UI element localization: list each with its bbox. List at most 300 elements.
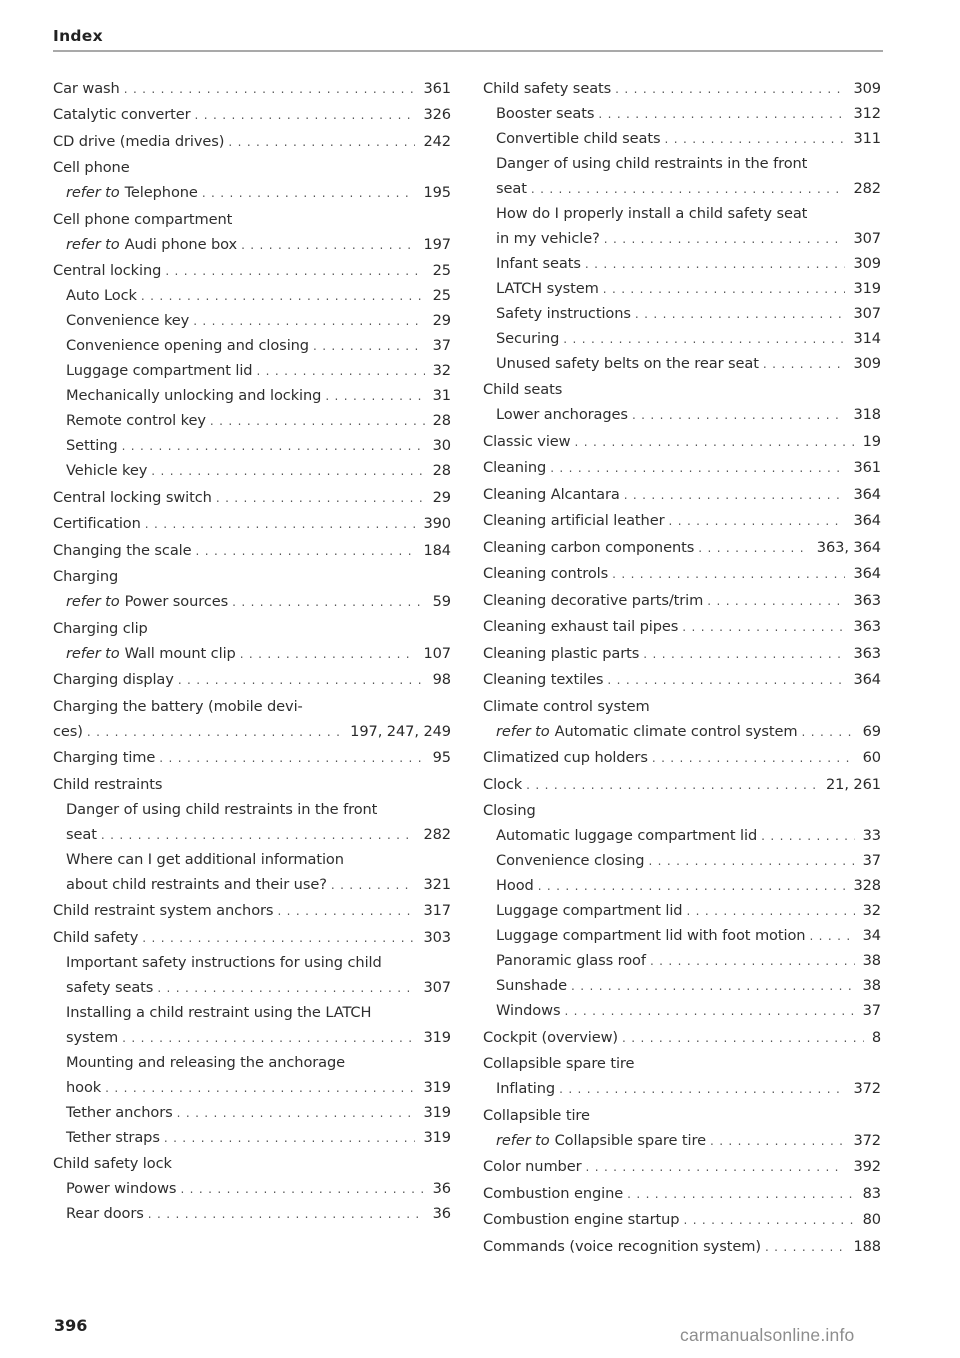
entry-term bbox=[483, 641, 639, 666]
index-subentry bbox=[53, 1125, 451, 1150]
entry-term bbox=[496, 151, 807, 176]
entry-text: Clock bbox=[483, 775, 523, 793]
entry-term bbox=[53, 76, 120, 101]
entry-term bbox=[496, 301, 631, 326]
page-reference[interactable]: 32 bbox=[432, 362, 451, 379]
dot-leader bbox=[193, 309, 424, 334]
dot-leader bbox=[228, 130, 415, 155]
entry-term bbox=[496, 873, 534, 898]
page-reference[interactable]: 197, 247, 249 bbox=[350, 722, 451, 740]
dot-leader bbox=[196, 539, 416, 564]
index-entry bbox=[483, 455, 881, 480]
index-entry bbox=[53, 745, 451, 770]
page-reference[interactable]: 312 bbox=[853, 104, 881, 122]
index-subentry bbox=[53, 283, 451, 308]
entry-text: Child restraint system anchors bbox=[53, 902, 274, 919]
index-line bbox=[483, 535, 881, 560]
index-line bbox=[483, 588, 881, 613]
dot-leader bbox=[124, 77, 416, 102]
entry-text: Cell phone compartment bbox=[53, 210, 233, 228]
entry-text: Cleaning Alcantara bbox=[483, 485, 620, 503]
cross-reference-label: refer to bbox=[66, 644, 120, 662]
index-line bbox=[53, 1201, 451, 1226]
page-reference[interactable]: 328 bbox=[853, 877, 881, 894]
dot-leader bbox=[142, 926, 415, 951]
entry-term bbox=[483, 377, 562, 402]
index-line bbox=[53, 872, 451, 897]
page-reference[interactable]: 184 bbox=[423, 541, 451, 559]
index-subentry bbox=[53, 308, 451, 333]
index-entry bbox=[53, 76, 451, 101]
page-reference[interactable]: 361 bbox=[423, 79, 451, 97]
index-line bbox=[53, 589, 451, 614]
entry-text: Combustion engine startup bbox=[483, 1211, 680, 1228]
page-reference[interactable]: 309 bbox=[853, 254, 881, 272]
index-subentry bbox=[483, 848, 881, 873]
entry-text: Child safety bbox=[53, 928, 139, 946]
index-line bbox=[53, 745, 451, 770]
page-reference[interactable]: 80 bbox=[862, 1211, 881, 1228]
entry-text: How do I properly install a child safety seat bbox=[496, 204, 808, 222]
page-reference[interactable]: 319 bbox=[853, 279, 881, 297]
entry-text: Safety instructions bbox=[496, 304, 631, 322]
index-entry bbox=[53, 207, 451, 232]
index-entry bbox=[53, 898, 451, 923]
page-reference[interactable]: 303 bbox=[423, 928, 451, 946]
index-line bbox=[483, 351, 881, 376]
index-subentry bbox=[53, 1201, 451, 1226]
index-subentry bbox=[53, 1050, 451, 1100]
index-line bbox=[53, 1075, 451, 1100]
dot-leader bbox=[615, 77, 845, 102]
index-subentry bbox=[483, 823, 881, 848]
page-reference[interactable]: 69 bbox=[862, 722, 881, 740]
entry-term bbox=[496, 326, 559, 351]
page-reference[interactable]: 98 bbox=[432, 671, 451, 688]
index-line bbox=[53, 797, 451, 822]
page-reference[interactable]: 319 bbox=[423, 1128, 451, 1146]
dot-leader bbox=[241, 233, 415, 258]
index-line bbox=[53, 511, 451, 536]
entry-term bbox=[53, 129, 224, 154]
index-subentry bbox=[483, 276, 881, 301]
page-reference[interactable]: 197 bbox=[423, 235, 451, 253]
index-line bbox=[53, 975, 451, 1000]
dot-leader bbox=[550, 456, 845, 481]
entry-text: seat bbox=[66, 825, 97, 843]
entry-text: Mechanically unlocking and locking bbox=[66, 387, 322, 404]
entry-term bbox=[496, 848, 644, 873]
index-line bbox=[53, 383, 451, 408]
entry-term bbox=[66, 1075, 101, 1100]
dot-leader bbox=[178, 668, 425, 693]
entry-term bbox=[483, 1181, 623, 1206]
page-reference[interactable]: 282 bbox=[423, 825, 451, 843]
entry-term bbox=[483, 588, 703, 613]
entry-term bbox=[53, 616, 148, 641]
index-line bbox=[53, 358, 451, 383]
dot-leader bbox=[648, 849, 854, 874]
entry-text: Unused safety belts on the rear seat bbox=[496, 354, 759, 372]
page-reference[interactable]: 36 bbox=[432, 1205, 451, 1222]
index-line bbox=[53, 258, 451, 283]
index-line bbox=[483, 151, 881, 176]
page-reference[interactable]: 34 bbox=[862, 927, 881, 944]
index-subentry bbox=[53, 333, 451, 358]
entry-term bbox=[66, 1050, 345, 1075]
index-entry bbox=[483, 1181, 881, 1206]
dot-leader bbox=[256, 359, 424, 384]
dot-leader bbox=[232, 590, 425, 615]
page-reference[interactable]: 307 bbox=[423, 978, 451, 996]
index-entry bbox=[483, 694, 881, 719]
index-line bbox=[53, 1025, 451, 1050]
index-subentry bbox=[53, 641, 451, 666]
index-subentry bbox=[483, 351, 881, 376]
index-entry bbox=[483, 772, 881, 797]
dot-leader bbox=[531, 177, 846, 202]
page-reference[interactable]: 195 bbox=[423, 184, 451, 201]
entry-text: Cell phone bbox=[53, 159, 130, 176]
entry-term bbox=[66, 232, 237, 257]
page-reference[interactable]: 36 bbox=[432, 1180, 451, 1197]
page-reference[interactable]: 326 bbox=[423, 106, 451, 123]
page-reference[interactable]: 321 bbox=[423, 875, 451, 893]
page-reference[interactable]: 361 bbox=[853, 459, 881, 476]
entry-text: Luggage compartment lid bbox=[496, 902, 683, 919]
page-reference[interactable]: 29 bbox=[432, 312, 451, 329]
entry-term bbox=[483, 482, 620, 507]
index-line bbox=[483, 823, 881, 848]
dot-leader bbox=[538, 874, 846, 899]
entry-term bbox=[496, 402, 628, 427]
entry-text: Combustion engine bbox=[483, 1184, 624, 1202]
dot-leader bbox=[632, 403, 845, 428]
entry-text: Automatic luggage compartment lid bbox=[496, 827, 758, 844]
index-entry bbox=[483, 508, 881, 533]
index-entry bbox=[483, 535, 881, 560]
dot-leader bbox=[607, 668, 845, 693]
index-entry bbox=[483, 377, 881, 402]
index-line bbox=[483, 561, 881, 586]
index-entry bbox=[53, 538, 451, 563]
page-reference[interactable]: 32 bbox=[862, 902, 881, 919]
index-entry bbox=[483, 667, 881, 692]
entry-text: Changing the scale bbox=[53, 541, 192, 559]
dot-leader bbox=[148, 1202, 425, 1227]
entry-term bbox=[496, 101, 594, 126]
entry-text: Central locking switch bbox=[53, 488, 212, 506]
entry-text: Audi phone box bbox=[124, 235, 238, 253]
index-entry bbox=[53, 667, 451, 692]
page-reference[interactable]: 19 bbox=[862, 432, 881, 450]
page-reference[interactable]: 364 bbox=[853, 671, 881, 688]
page-reference[interactable]: 33 bbox=[862, 827, 881, 844]
page-reference[interactable]: 364 bbox=[853, 565, 881, 582]
page-reference[interactable]: 37 bbox=[862, 852, 881, 869]
index-line bbox=[483, 1025, 881, 1050]
entry-term bbox=[483, 561, 608, 586]
entry-text: Central locking bbox=[53, 262, 162, 279]
page-reference[interactable]: 364 bbox=[853, 512, 881, 529]
page-reference[interactable]: 31 bbox=[432, 387, 451, 404]
entry-term bbox=[483, 772, 522, 797]
entry-text: Cleaning exhaust tail pipes bbox=[483, 618, 679, 635]
page-reference[interactable]: 29 bbox=[432, 488, 451, 506]
page-reference[interactable]: 28 bbox=[432, 462, 451, 479]
entry-term bbox=[66, 283, 137, 308]
entry-text: Setting bbox=[66, 437, 118, 454]
dot-leader bbox=[650, 949, 855, 974]
entry-text: Booster seats bbox=[496, 104, 595, 122]
entry-text: Collapsible tire bbox=[483, 1106, 590, 1124]
entry-term bbox=[483, 1154, 582, 1179]
entry-term bbox=[53, 745, 155, 770]
index-subentry bbox=[483, 151, 881, 201]
dot-leader bbox=[180, 1177, 424, 1202]
index-line bbox=[53, 207, 451, 232]
index-subentry bbox=[53, 358, 451, 383]
index-line bbox=[53, 433, 451, 458]
index-line bbox=[483, 226, 881, 251]
dot-leader bbox=[643, 642, 845, 667]
entry-term bbox=[66, 797, 377, 822]
entry-term bbox=[53, 564, 118, 589]
dot-leader bbox=[635, 302, 846, 327]
index-entry bbox=[483, 1234, 881, 1259]
entry-text: Rear doors bbox=[66, 1205, 144, 1222]
index-line bbox=[53, 1100, 451, 1125]
page-reference[interactable]: 309 bbox=[853, 79, 881, 97]
index-entry bbox=[53, 616, 451, 641]
entry-text: Panoramic glass roof bbox=[496, 952, 646, 969]
entry-text: CD drive (media drives) bbox=[53, 132, 225, 150]
dot-leader bbox=[627, 1182, 855, 1207]
index-subentry bbox=[53, 589, 451, 614]
page-reference[interactable]: 363 bbox=[853, 618, 881, 635]
entry-term bbox=[483, 1207, 679, 1232]
index-line bbox=[53, 485, 451, 510]
entry-text: Classic view bbox=[483, 432, 571, 450]
index-line bbox=[53, 232, 451, 257]
page-reference[interactable]: 28 bbox=[432, 412, 451, 429]
entry-text: Windows bbox=[496, 1002, 561, 1019]
dot-leader bbox=[763, 352, 846, 377]
entry-text: Climatized cup holders bbox=[483, 749, 648, 766]
dot-leader bbox=[277, 899, 415, 924]
entry-term bbox=[483, 455, 546, 480]
entry-term bbox=[483, 614, 678, 639]
dot-leader bbox=[164, 1126, 416, 1151]
page-reference[interactable]: 319 bbox=[423, 1078, 451, 1096]
dot-leader bbox=[622, 1026, 864, 1051]
page-reference[interactable]: 37 bbox=[432, 337, 451, 354]
page-reference[interactable]: 372 bbox=[853, 1131, 881, 1149]
page-reference[interactable]: 60 bbox=[862, 749, 881, 766]
index-line bbox=[53, 667, 451, 692]
index-entry bbox=[53, 694, 451, 744]
dot-leader bbox=[564, 999, 854, 1024]
page-reference[interactable]: 59 bbox=[432, 593, 451, 610]
index-line bbox=[53, 283, 451, 308]
index-entry bbox=[483, 745, 881, 770]
index-line bbox=[53, 129, 451, 154]
page-reference[interactable]: 282 bbox=[853, 179, 881, 197]
entry-text: Where can I get additional information bbox=[66, 850, 344, 868]
page-reference[interactable]: 21, 261 bbox=[825, 775, 881, 793]
page-reference[interactable]: 363 bbox=[853, 591, 881, 609]
entry-text: Convenience opening and closing bbox=[66, 337, 309, 354]
index-subentry bbox=[483, 126, 881, 151]
entry-term bbox=[66, 847, 344, 872]
page-reference[interactable]: 372 bbox=[853, 1080, 881, 1097]
page-reference[interactable]: 390 bbox=[423, 515, 451, 532]
entry-term bbox=[483, 694, 650, 719]
index-line bbox=[483, 1234, 881, 1259]
entry-text: Inflating bbox=[496, 1080, 556, 1097]
index-line bbox=[483, 429, 881, 454]
dot-leader bbox=[313, 334, 425, 359]
page-reference[interactable]: 307 bbox=[853, 229, 881, 247]
page-reference[interactable]: 38 bbox=[862, 952, 881, 969]
index-subentry bbox=[483, 326, 881, 351]
index-entry bbox=[483, 641, 881, 666]
entry-term bbox=[66, 458, 147, 483]
index-column-left bbox=[53, 74, 451, 1226]
page-reference[interactable]: 30 bbox=[432, 437, 451, 454]
page-reference[interactable]: 242 bbox=[423, 132, 451, 150]
dot-leader bbox=[665, 127, 846, 152]
dot-leader bbox=[683, 1208, 854, 1233]
page-reference[interactable]: 319 bbox=[423, 1103, 451, 1121]
entry-term bbox=[66, 180, 198, 205]
dot-leader bbox=[612, 562, 845, 587]
entry-term bbox=[66, 358, 252, 383]
entry-text: Collapsible spare tire bbox=[483, 1055, 635, 1072]
dot-leader bbox=[603, 277, 846, 302]
dot-leader bbox=[216, 486, 425, 511]
page-reference[interactable]: 364 bbox=[853, 485, 881, 503]
entry-text: Cleaning textiles bbox=[483, 671, 604, 688]
entry-term bbox=[66, 822, 97, 847]
entry-term bbox=[53, 102, 191, 127]
page-reference[interactable]: 317 bbox=[423, 902, 451, 919]
index-line bbox=[483, 126, 881, 151]
index-line bbox=[53, 719, 451, 744]
entry-text: Charging time bbox=[53, 749, 156, 766]
page-reference[interactable]: 363 bbox=[853, 644, 881, 662]
index-entry bbox=[483, 561, 881, 586]
index-entry bbox=[483, 614, 881, 639]
index-line bbox=[483, 923, 881, 948]
index-line bbox=[483, 614, 881, 639]
entry-text: ces) bbox=[53, 722, 83, 740]
entry-text: Certification bbox=[53, 515, 141, 532]
page-reference[interactable]: 38 bbox=[862, 977, 881, 994]
entry-term bbox=[53, 925, 138, 950]
entry-term bbox=[53, 485, 212, 510]
dot-leader bbox=[240, 642, 416, 667]
page-reference[interactable]: 25 bbox=[432, 262, 451, 279]
index-entry bbox=[53, 564, 451, 589]
page-reference[interactable]: 307 bbox=[853, 304, 881, 322]
page-reference[interactable]: 319 bbox=[423, 1028, 451, 1046]
entry-text: Power windows bbox=[66, 1180, 177, 1197]
index-subentry bbox=[53, 847, 451, 897]
entry-term bbox=[496, 276, 599, 301]
page-reference[interactable]: 83 bbox=[862, 1184, 881, 1202]
index-line bbox=[483, 1051, 881, 1076]
entry-term bbox=[53, 207, 232, 232]
index-line bbox=[483, 798, 881, 823]
page-reference[interactable]: 392 bbox=[853, 1158, 881, 1175]
page-reference[interactable]: 318 bbox=[853, 406, 881, 423]
index-subentry bbox=[53, 180, 451, 205]
index-line bbox=[483, 745, 881, 770]
dot-leader bbox=[604, 227, 846, 252]
entry-text: safety seats bbox=[66, 978, 154, 996]
index-line bbox=[53, 616, 451, 641]
entry-text: Luggage compartment lid bbox=[66, 362, 253, 379]
index-entry bbox=[53, 1151, 451, 1176]
page-reference[interactable]: 107 bbox=[423, 644, 451, 662]
index-line bbox=[483, 455, 881, 480]
dot-leader bbox=[686, 899, 854, 924]
page-reference[interactable]: 188 bbox=[853, 1237, 881, 1255]
index-entry bbox=[53, 129, 451, 154]
dot-leader bbox=[325, 384, 424, 409]
page-reference[interactable]: 37 bbox=[862, 1002, 881, 1019]
page-reference[interactable]: 25 bbox=[432, 287, 451, 304]
cross-reference-label: refer to bbox=[496, 722, 550, 740]
page-reference[interactable]: 309 bbox=[853, 354, 881, 372]
entry-text: Telephone bbox=[124, 184, 198, 201]
index-line bbox=[53, 1000, 451, 1025]
page-reference[interactable]: 8 bbox=[871, 1028, 881, 1046]
page-reference[interactable]: 311 bbox=[853, 129, 881, 147]
index-line bbox=[53, 822, 451, 847]
dot-leader bbox=[141, 284, 425, 309]
dot-leader bbox=[575, 430, 855, 455]
entry-term bbox=[496, 948, 646, 973]
entry-term bbox=[66, 1201, 144, 1226]
page-reference[interactable]: 95 bbox=[432, 749, 451, 766]
dot-leader bbox=[710, 1129, 845, 1154]
index-line bbox=[53, 1125, 451, 1150]
index-line bbox=[483, 76, 881, 101]
dot-leader bbox=[698, 536, 809, 561]
index-line bbox=[53, 847, 451, 872]
index-line bbox=[483, 694, 881, 719]
index-line bbox=[483, 1154, 881, 1179]
page-reference[interactable]: 314 bbox=[853, 329, 881, 347]
page-reference[interactable]: 363, 364 bbox=[816, 538, 881, 556]
entry-text: Power sources bbox=[124, 593, 229, 610]
entry-term bbox=[66, 589, 228, 614]
entry-term bbox=[483, 76, 611, 101]
index-line bbox=[53, 564, 451, 589]
dot-leader bbox=[331, 873, 416, 898]
index-subentry bbox=[53, 950, 451, 1000]
entry-text: seat bbox=[496, 179, 527, 197]
index-line bbox=[53, 1176, 451, 1201]
entry-text: in my vehicle? bbox=[496, 229, 600, 247]
index-line bbox=[53, 641, 451, 666]
entry-term bbox=[53, 719, 83, 744]
entry-text: Commands (voice recognition system) bbox=[483, 1237, 761, 1255]
index-line bbox=[53, 102, 451, 127]
dot-leader bbox=[624, 483, 846, 508]
